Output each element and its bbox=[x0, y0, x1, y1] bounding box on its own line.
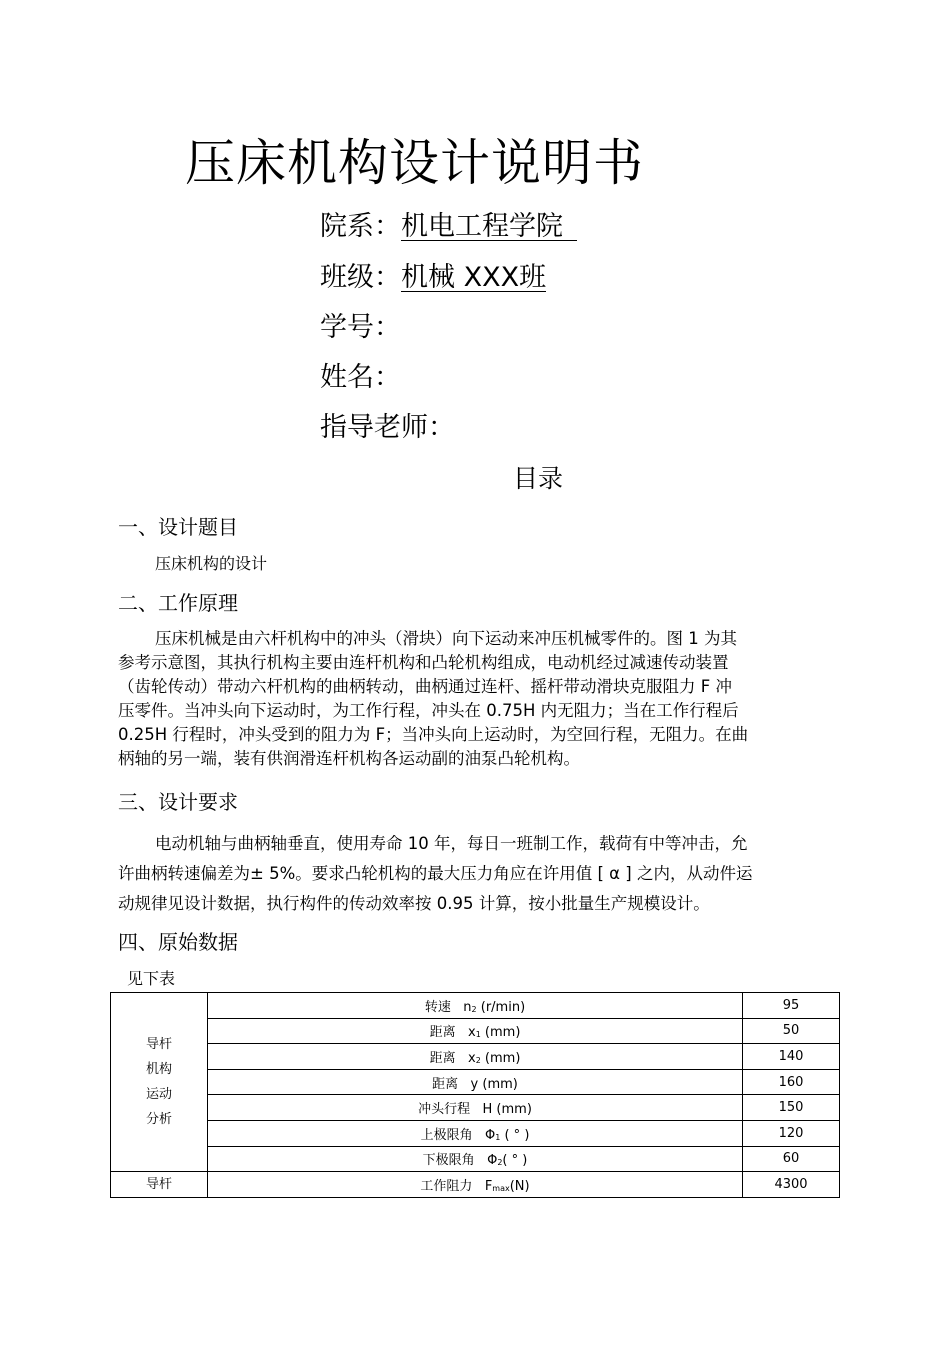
data-table bbox=[110, 992, 840, 1198]
paragraph-line: 柄轴的另一端，装有供润滑连杆机构各运动副的油泵凸轮机构。 bbox=[118, 749, 580, 768]
value-cell: 4300 bbox=[743, 1172, 840, 1198]
value-cell: 120 bbox=[743, 1120, 840, 1146]
param-cell: 转速 $n_2$ (r/min) bbox=[208, 993, 743, 1019]
section-heading-3: 三、设计要求 bbox=[118, 790, 238, 814]
param-cell: 距离 $x_2$ (mm) bbox=[208, 1044, 743, 1070]
info-label: 学号： bbox=[320, 312, 401, 343]
paragraph-line: 许曲柄转速偏差为± 5%。要求凸轮机构的最大压力角应在许用值 [ α ] 之内，从动件运 bbox=[118, 864, 753, 883]
table-caption: 见下表 bbox=[127, 969, 176, 988]
table-row bbox=[111, 1044, 840, 1070]
info-department bbox=[320, 213, 577, 241]
table-row bbox=[111, 1120, 840, 1146]
paragraph-line: 动规律见设计数据，执行构件的传动效率按 0.95 计算，按小批量生产规模设计。 bbox=[118, 894, 710, 913]
group-cell-motion-analysis bbox=[111, 993, 208, 1172]
toc-title: 目录 bbox=[513, 464, 564, 493]
value-cell: 160 bbox=[743, 1069, 840, 1095]
group-cell-guide-bar: 导杆 bbox=[111, 1172, 208, 1198]
table-row bbox=[111, 1095, 840, 1121]
table-row bbox=[111, 1146, 840, 1172]
info-label: 院系： bbox=[320, 211, 401, 242]
info-class bbox=[320, 264, 546, 292]
group-label-line: 机构 bbox=[145, 1062, 172, 1078]
section-heading-4: 四、原始数据 bbox=[118, 930, 238, 954]
document-title: 压床机构设计说明书 bbox=[185, 134, 644, 192]
group-label-line: 导杆 bbox=[145, 1037, 172, 1053]
value-cell: 50 bbox=[743, 1018, 840, 1044]
info-name bbox=[320, 364, 401, 391]
section-2-paragraph bbox=[118, 627, 830, 771]
paragraph-line: 压零件。当冲头向下运动时，为工作行程，冲头在 0.75H 内无阻力；当在工作行程后 bbox=[118, 701, 739, 720]
group-label-line: 运动 bbox=[145, 1087, 172, 1103]
paragraph-line: 压床机械是由六杆机构中的冲头（滑块）向下运动来冲压机械零件的。图 1 为其 bbox=[155, 629, 737, 648]
info-label: 指导老师： bbox=[320, 412, 455, 443]
table-row bbox=[111, 1018, 840, 1044]
section-3-paragraph bbox=[118, 829, 830, 919]
section-heading-2: 二、工作原理 bbox=[118, 591, 238, 615]
table-row bbox=[111, 993, 840, 1019]
value-cell: 140 bbox=[743, 1044, 840, 1070]
param-cell: 工作阻力 $F_{max}(N)$ bbox=[208, 1172, 743, 1198]
param-cell: 距离 y (mm) bbox=[208, 1069, 743, 1095]
paragraph-line: （齿轮传动）带动六杆机构的曲柄转动，曲柄通过连杆、摇杆带动滑块克服阻力 F 冲 bbox=[118, 677, 732, 696]
info-label: 班级： bbox=[320, 262, 401, 293]
param-cell: 下极限角 $\Phi_2$( ° ) bbox=[208, 1146, 743, 1172]
param-cell: 冲头行程 H (mm) bbox=[208, 1095, 743, 1121]
info-label: 姓名： bbox=[320, 362, 401, 393]
section-heading-1: 一、设计题目 bbox=[118, 515, 238, 539]
paragraph-line: 电动机轴与曲柄轴垂直，使用寿命 10 年，每日一班制工作，载荷有中等冲击，允 bbox=[155, 834, 748, 853]
value-cell: 95 bbox=[743, 993, 840, 1019]
info-value: 机械 XXX班 bbox=[401, 262, 547, 293]
section-1-content: 压床机构的设计 bbox=[155, 554, 268, 573]
info-student-id bbox=[320, 314, 401, 341]
info-value: 机电工程学院 bbox=[401, 213, 577, 241]
table-row bbox=[111, 1172, 840, 1198]
info-advisor bbox=[320, 414, 455, 441]
paragraph-line: 参考示意图，其执行机构主要由连杆机构和凸轮机构组成，电动机经过减速传动装置 bbox=[118, 653, 729, 672]
paragraph-line: 0.25H 行程时，冲头受到的阻力为 F；当冲头向上运动时，为空回行程，无阻力。在曲 bbox=[118, 725, 749, 744]
value-cell: 60 bbox=[743, 1146, 840, 1172]
param-cell: 距离 $x_1$ (mm) bbox=[208, 1018, 743, 1044]
group-label-line: 分析 bbox=[145, 1112, 172, 1128]
value-cell: 150 bbox=[743, 1095, 840, 1121]
param-cell: 上极限角 $\Phi_1$ ( ° ) bbox=[208, 1120, 743, 1146]
table-row bbox=[111, 1069, 840, 1095]
